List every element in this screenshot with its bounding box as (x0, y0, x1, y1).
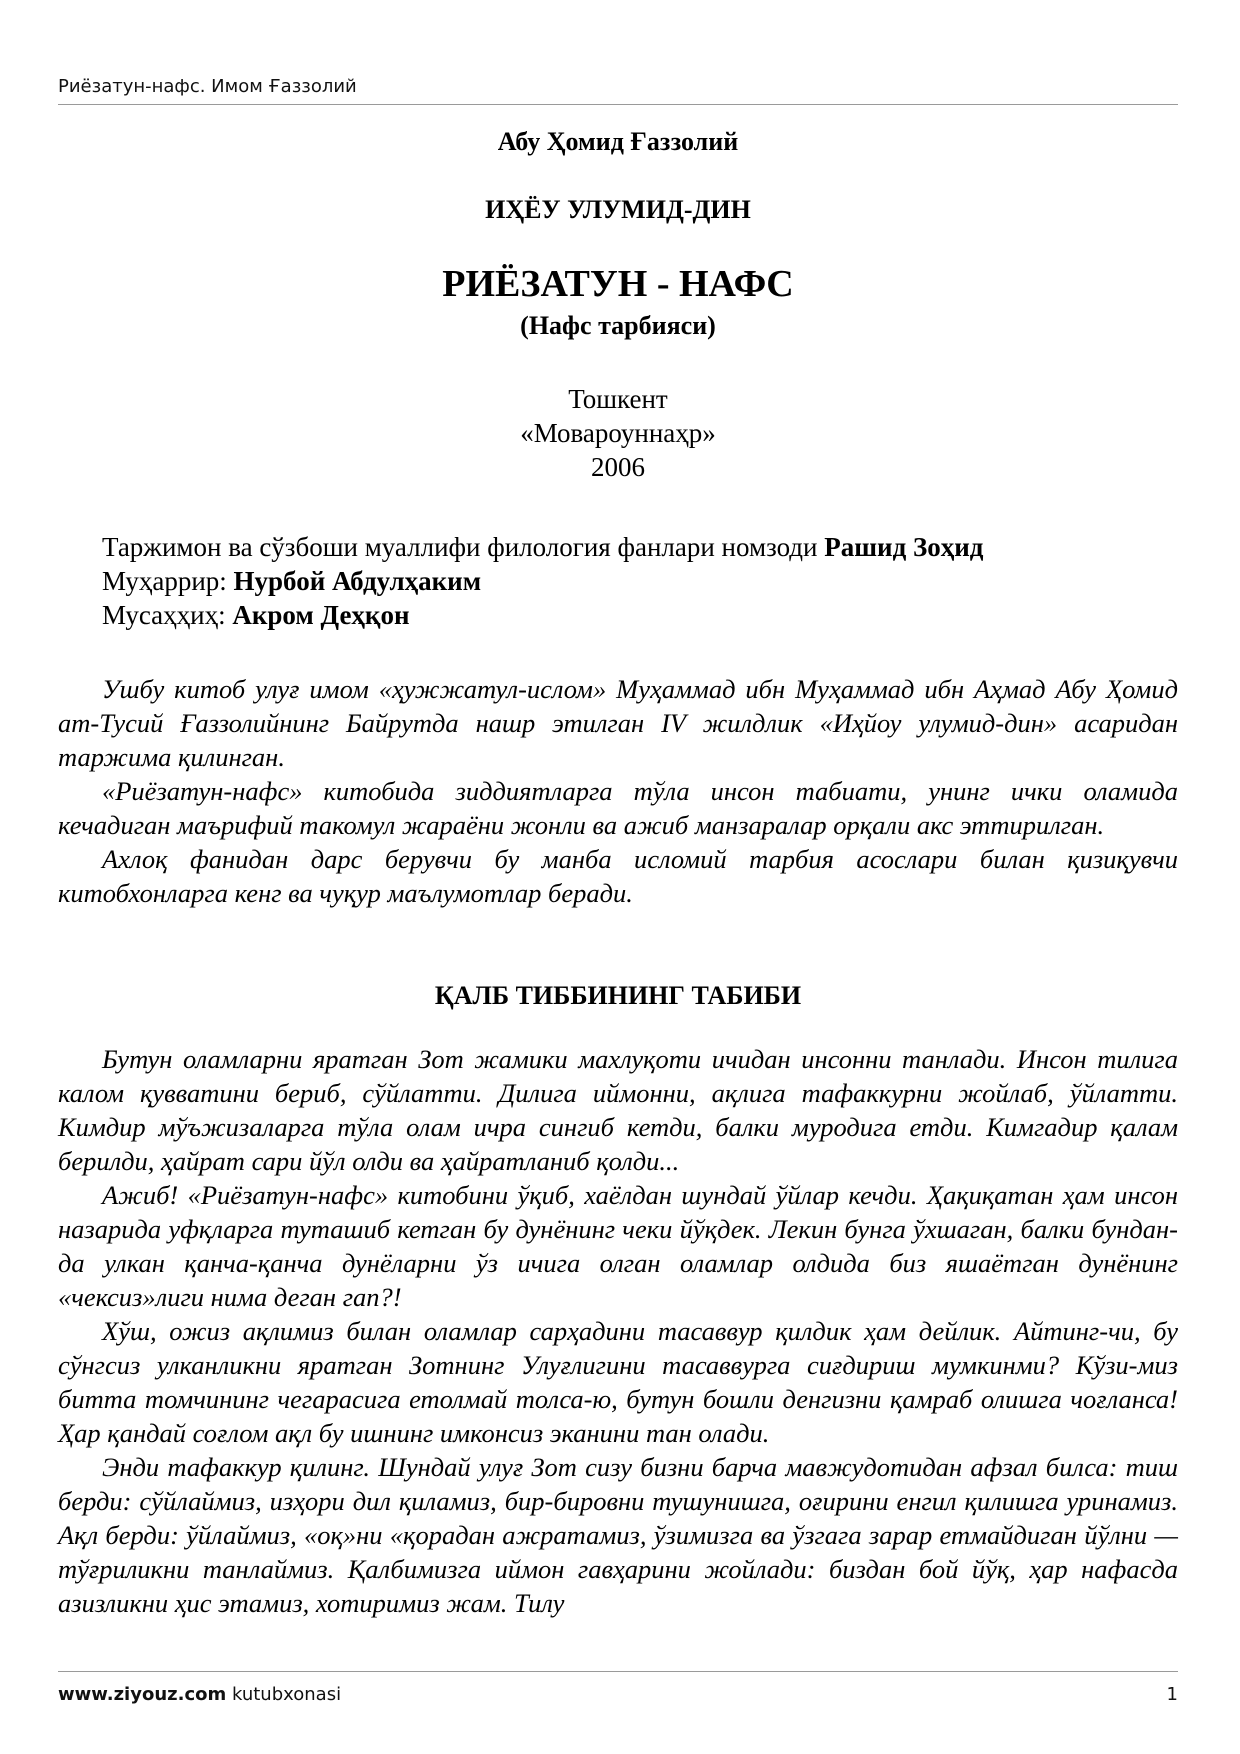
intro-paragraph: Ушбу китоб улуғ имом «ҳужжатул-ислом» Муҳаммад ибн Муҳаммад ибн Аҳмад Абу Ҳомид ат-Тусий Ғаззолийнинг Байрутда нашр этилган IV жилдлик «Иҳйоу улумид-дин» асаридан таржима қилинган. (58, 674, 1178, 772)
series-title: ИҲЁУ УЛУМИД-ДИН (485, 195, 751, 224)
body-paragraph: Ажиб! «Риёзатун-нафс» китобини ўқиб, хаёлдан шундай ўйлар кечди. Ҳақиқатан ҳам инсон назарида уфқларга туташиб кетган бу дунёнинг чеки йўқдек. Лекин бунга ўхшаган, балки бундан-да улкан қанча-қанча дунёларни ўз ичига олган оламлар олдида биз яшаётган дунёнинг «чексиз»лиги нима деган гап?! (58, 1180, 1178, 1312)
credit-proofreader (102, 598, 1178, 632)
running-footer (58, 1671, 1178, 1708)
footer-library-label: kutubxonasi (226, 1684, 342, 1705)
credit-translator (102, 530, 1178, 564)
page-content (58, 120, 1178, 1620)
author-name: Абу Ҳомид Ғаззолий (497, 127, 739, 156)
publisher-name: «Мовароуннаҳр» (520, 418, 716, 448)
credit-editor (102, 564, 1178, 598)
body-paragraph: Бутун оламларни яратган Зот жамики махлуқоти ичидан инсонни танлади. Инсон тилига калом қувватини бериб, сўйлатти. Дилига иймонни, ақлига тафаккурни жойлаб, ўйлатти. Кимдир мўъжизаларга тўла олам ичра сингиб кетди, балки муродига етди. Кимгадир қалам берилди, ҳайрат сари йўл олди ва ҳайратланиб қолди... (58, 1044, 1178, 1176)
intro-paragraph: «Риёзатун-нафс» китобида зиддиятларга тўла инсон табиати, унинг ички оламида кечадиган маърифий такомул жараёни жонли ва ажиб манзаралар орқали акс эттирилган. (58, 776, 1178, 840)
intro-section (58, 672, 1178, 910)
credit-label: Таржимон ва сўзбоши муаллифи филология фанлари номзоди (102, 532, 825, 562)
publication-info (58, 382, 1178, 484)
credit-label: Муҳаррир: (102, 566, 234, 596)
running-title: Риёзатун-нафс. Имом Ғаззолий (58, 76, 357, 97)
credit-person: Нурбой Абдулҳаким (233, 566, 482, 596)
credit-person: Акром Деҳқон (232, 600, 410, 630)
intro-paragraph: Ахлоқ фанидан дарс берувчи бу манба исломий тарбия асослари билан қизиқувчи китобхонларга кенг ва чуқур маълумотлар беради. (58, 844, 1178, 908)
book-subtitle: (Нафс тарбияси) (520, 311, 716, 340)
body-paragraph: Энди тафаккур қилинг. Шундай улуғ Зот сизу бизни барча мавжудотидан афзал билса: тиш берди: сўйлаймиз, изҳори дил қиламиз, бир-бировни тушунишга, оғирини енгил қилишга уринамиз. Ақл берди: ўйлаймиз, «оқ»ни «қорадан ажратамиз, ўзимизга ва ўзгага зарар етмайдиган йўлни — тўғриликни танлаймиз. Қалбимизга иймон гавҳарини жойлади: биздан бой йўқ, ҳар нафасда азизликни ҳис этамиз, хотиримиз жам. Тилу (58, 1452, 1178, 1618)
running-header (58, 72, 1178, 105)
publication-city: Тошкент (568, 384, 668, 414)
page-number: 1 (1166, 1684, 1178, 1705)
publication-year: 2006 (591, 452, 645, 482)
credit-person: Рашид Зоҳид (824, 532, 984, 562)
credit-label: Мусаҳҳиҳ: (102, 600, 233, 630)
body-paragraph: Хўш, ожиз ақлимиз билан оламлар сарҳадини тасаввур қилдик ҳам дейлик. Айтинг-чи, бу сўнгсиз улканликни яратган Зотнинг Улуғлигини тасаввурга сиғдириш мумкинми? Кўзи-миз битта томчининг чегарасига етолмай толса-ю, бутун бошли денгизни қамраб олишга чоғланса! Ҳар қандай соғлом ақл бу ишнинг имконсиз эканини тан олади. (58, 1316, 1178, 1448)
section-body (58, 1042, 1178, 1620)
section-heading: ҚАЛБ ТИББИНИНГ ТАБИБИ (434, 981, 802, 1010)
book-title: РИЁЗАТУН - НАФС (442, 263, 794, 305)
footer-site-link[interactable]: www.ziyouz.com (58, 1684, 227, 1705)
credits-block (102, 530, 1178, 632)
title-block (58, 126, 1178, 484)
